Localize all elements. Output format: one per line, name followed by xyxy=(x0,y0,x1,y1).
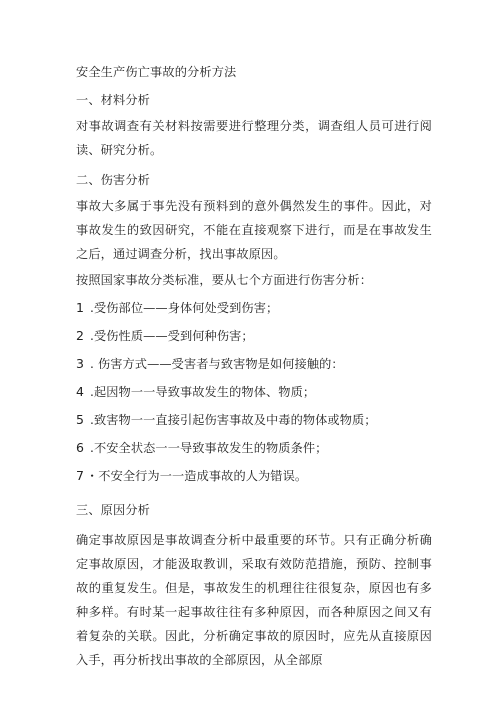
list-item-text: .起因物一一导致事故发生的物体、物质； xyxy=(90,385,316,399)
list-item-number: 1 xyxy=(76,300,84,315)
list-item xyxy=(76,296,432,320)
list-item xyxy=(76,380,432,404)
list-item-text: .致害物一一直接引起伤害事故及中毒的物体或物质； xyxy=(90,413,377,427)
list-item-number: 3 xyxy=(76,356,84,371)
section-paragraph-material-analysis: 对事故调查有关材料按需要进行整理分类，调查组人员可进行阅读、研究分析。 xyxy=(76,119,432,157)
document-title: 安全生产伤亡事故的分析方法 xyxy=(76,65,237,79)
list-item xyxy=(76,352,432,376)
list-item-number: 2 xyxy=(76,328,84,343)
list-item xyxy=(76,464,432,488)
section-paragraph-cause-analysis: 确定事故原因是事故调查分析中最重要的环节。只有正确分析确定事故原因，才能汲取教训，采取有效防范措施，预防、控制事故的重复发生。但是，事故发生的机理往往很复杂，原因也有多种多样。有时某一起事故往往有多种原因，而各种原因之间又有着复杂的关联。因此，分析确定事故的原因时，应先从直接原因入手，再分析找出事故的全部原因，从全部原 xyxy=(76,533,432,667)
list-item-text: .不安全状态一一导致事故发生的物质条件； xyxy=(90,441,328,455)
section-heading-material-analysis: 一、材料分析 xyxy=(76,93,151,107)
list-item-number: 6 xyxy=(76,440,84,455)
injury-analysis-intro: 按照国家事故分类标准，要从七个方面进行伤害分析： xyxy=(76,273,373,287)
section-paragraph-injury-analysis: 事故大多属于事先没有预料到的意外偶然发生的事件。因此，对事故发生的致因研究，不能在直接观察下进行，而是在事故发生之后，通过调查分析，找出事故原因。 xyxy=(76,199,432,261)
list-item xyxy=(76,408,432,432)
list-item-text: ・不安全行为一一造成事故的人为错误。 xyxy=(86,469,308,483)
list-item xyxy=(76,436,432,460)
document-body xyxy=(76,60,432,672)
list-item-text: .受伤性质——受到何种伤害； xyxy=(90,329,254,343)
list-item-text: . 伤害方式——受害者与致害物是如何接触的： xyxy=(90,357,344,371)
list-item-number: 7 xyxy=(76,468,84,483)
list-item-number: 5 xyxy=(76,412,84,427)
section-heading-cause-analysis: 三、原因分析 xyxy=(76,503,151,517)
list-item-text: .受伤部位——身体何处受到伤害； xyxy=(90,301,279,315)
section-heading-injury-analysis: 二、伤害分析 xyxy=(76,173,151,187)
list-item-number: 4 xyxy=(76,384,84,399)
list-item xyxy=(76,324,432,348)
